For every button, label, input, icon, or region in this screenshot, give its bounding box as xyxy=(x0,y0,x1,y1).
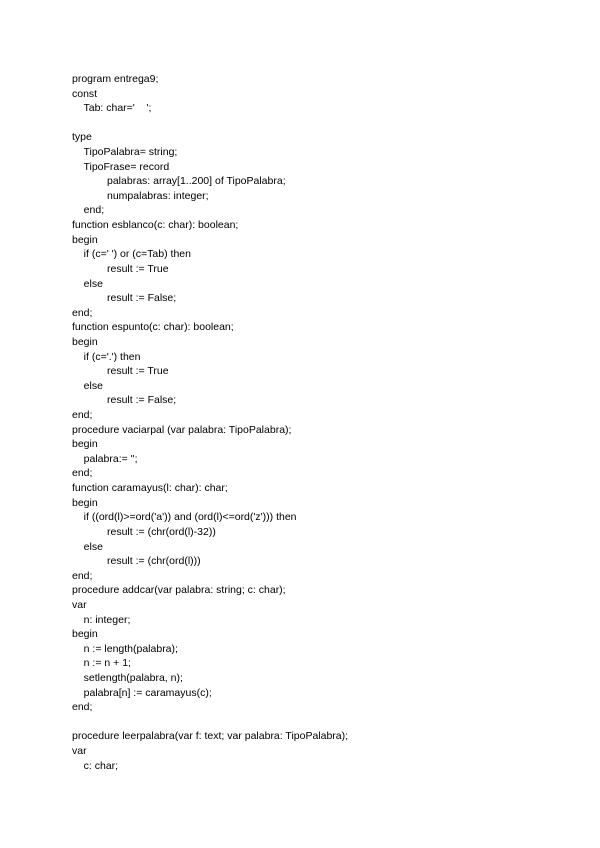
code-line: palabra[n] := caramayus(c); xyxy=(72,686,212,699)
code-line: setlength(palabra, n); xyxy=(72,671,183,684)
code-line: program entrega9; xyxy=(72,73,159,85)
code-line: begin xyxy=(72,335,98,348)
code-line: end; xyxy=(72,569,93,582)
code-line: else xyxy=(72,379,103,392)
code-line: result := False; xyxy=(72,292,177,305)
code-line xyxy=(72,116,572,131)
code-line: if (c='.') then xyxy=(72,350,141,363)
code-line: end; xyxy=(72,409,93,422)
code-line: end; xyxy=(72,306,93,319)
code-line: var xyxy=(72,598,87,611)
code-line: procedure leerpalabra(var f: text; var palabra: TipoPalabra); xyxy=(72,730,349,743)
code-line: if ((ord(l)>=ord('a')) and (ord(l)<=ord('z'))) then xyxy=(72,511,297,524)
code-listing xyxy=(72,72,572,773)
code-line: begin xyxy=(72,628,98,641)
code-line: begin xyxy=(72,496,98,509)
code-line: var xyxy=(72,745,87,758)
code-line: numpalabras: integer; xyxy=(72,189,209,202)
code-line: begin xyxy=(72,438,98,451)
code-line: else xyxy=(72,277,103,290)
code-line: begin xyxy=(72,233,98,246)
code-line: result := True xyxy=(72,365,169,378)
code-line: TipoPalabra= string; xyxy=(72,146,178,159)
code-line: procedure addcar(var palabra: string; c: char); xyxy=(72,584,286,597)
code-line: n: integer; xyxy=(72,613,131,626)
code-line: else xyxy=(72,540,103,553)
code-line: Tab: char=' '; xyxy=(72,102,152,115)
code-line xyxy=(72,715,572,730)
code-line: palabras: array[1..200] of TipoPalabra; xyxy=(72,175,286,188)
code-line: result := (chr(ord(l)-32)) xyxy=(72,525,216,538)
code-line: n := length(palabra); xyxy=(72,642,178,655)
code-line: type xyxy=(72,131,92,144)
code-line: end; xyxy=(72,701,93,714)
code-line: function caramayus(l: char): char; xyxy=(72,482,228,495)
code-line: n := n + 1; xyxy=(72,657,131,670)
code-line: procedure vaciarpal (var palabra: TipoPalabra); xyxy=(72,423,292,436)
code-line: result := False; xyxy=(72,394,177,407)
code-line: TipoFrase= record xyxy=(72,160,170,173)
code-line: c: char; xyxy=(72,759,119,772)
code-line: result := (chr(ord(l))) xyxy=(72,555,201,568)
code-line: end; xyxy=(72,467,93,480)
code-line: end; xyxy=(72,204,105,217)
code-line: function esblanco(c: char): boolean; xyxy=(72,219,239,232)
code-line: function espunto(c: char): boolean; xyxy=(72,321,234,334)
code-line: result := True xyxy=(72,262,169,275)
code-line: if (c=' ') or (c=Tab) then xyxy=(72,248,191,261)
code-line: palabra:= ''; xyxy=(72,452,138,465)
code-line: const xyxy=(72,87,98,100)
